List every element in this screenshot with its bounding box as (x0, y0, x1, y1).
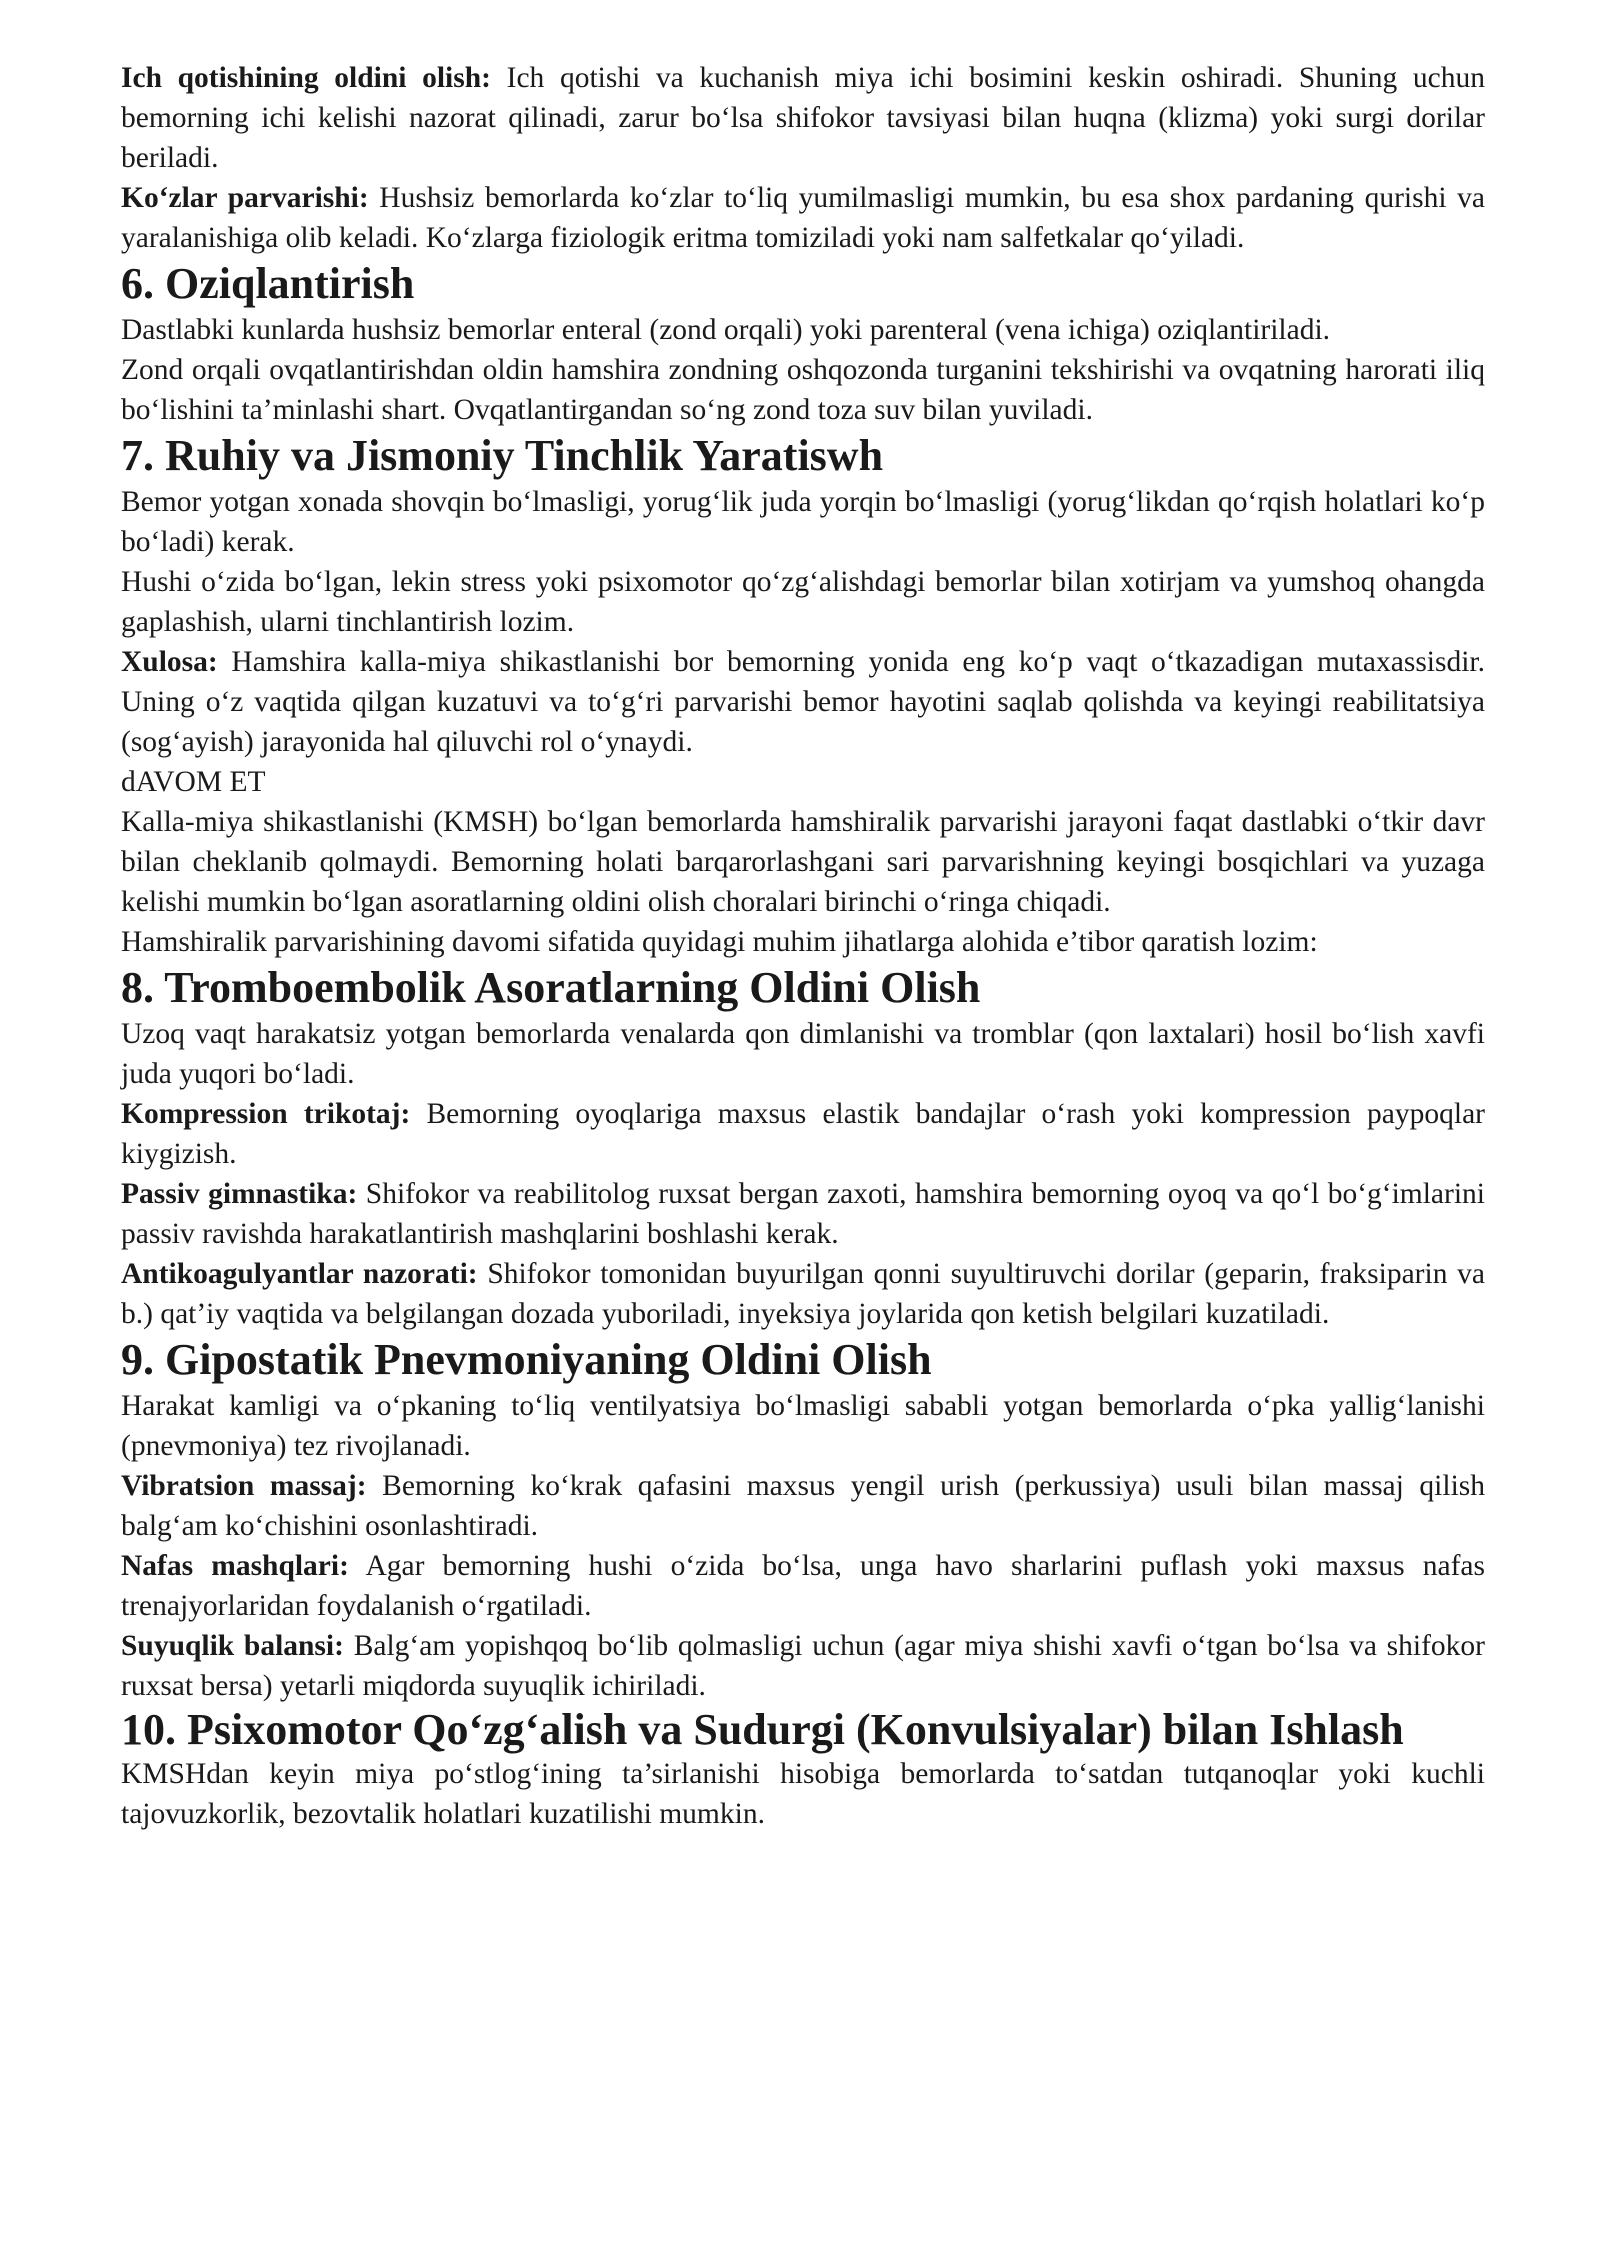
paragraph-constipation (121, 58, 1485, 178)
section-heading-9: 9. Gipostatik Pnevmoniyaning Oldini Olish (121, 1335, 932, 1384)
paragraph-thrombo-1 (121, 1014, 1485, 1094)
paragraph-lead: Xulosa: (121, 646, 218, 678)
paragraph-lead: Kompression trikotaj: (121, 1098, 411, 1130)
paragraph-calm-1 (121, 482, 1485, 562)
paragraph-lead: Antikoagulyantlar nazorati: (121, 1258, 478, 1290)
paragraph-vibration-massage (121, 1466, 1485, 1546)
section-heading-7: 7. Ruhiy va Jismoniy Tinchlik Yaratiswh (121, 431, 884, 480)
paragraph-text: Dastlabki kunlarda hushsiz bemorlar enteral (zond orqali) yoki parenteral (vena ichiga) oziqlantiriladi. (121, 314, 1331, 346)
paragraph-fluid-balance (121, 1626, 1485, 1706)
section-heading-6: 6. Oziqlantirish (121, 259, 415, 308)
paragraph-pneumonia-1 (121, 1386, 1485, 1466)
paragraph-text: Bemorning ko‘krak qafasini maxsus yengil urish (perkussiya) usuli bilan massaj qilish balg‘am ko‘chishini osonlashtiradi. (121, 1470, 1485, 1542)
paragraph-text: Shifokor tomonidan buyurilgan qonni suyultiruvchi dorilar (geparin, fraksiparin va b.) qat’iy vaqtida va belgilangan dozada yuboriladi, inyeksiya joylarida qon ketish belgilari kuzatiladi. (121, 1258, 1485, 1330)
paragraph-text: dAVOM ET (121, 766, 266, 798)
paragraph-text: Hushsiz bemorlarda ko‘zlar to‘liq yumilmasligi mumkin, bu esa shox pardaning qurishi va yaralanishiga olib keladi. Ko‘zlarga fiziologik eritma tomiziladi yoki nam salfetkalar qo‘yiladi. (121, 182, 1485, 254)
paragraph-intro-1 (121, 802, 1485, 922)
paragraph-feeding-1 (121, 310, 1485, 350)
section-heading-10: 10. Psixomotor Qo‘zg‘alish va Sudurgi (Konvulsiyalar) bilan Ishlash (121, 1705, 1404, 1754)
paragraph-breathing (121, 1546, 1485, 1626)
paragraph-anticoagulants (121, 1254, 1485, 1334)
paragraph-calm-2 (121, 562, 1485, 642)
paragraph-eye-care (121, 178, 1485, 258)
document-page (121, 58, 1485, 1834)
paragraph-feeding-2 (121, 350, 1485, 430)
paragraph-text: Hushi o‘zida bo‘lgan, lekin stress yoki psixomotor qo‘zg‘alishdagi bemorlar bilan xotirjam va yumshoq ohangda gaplashish, ularni tinchlantirish lozim. (121, 566, 1485, 638)
paragraph-lead: Vibratsion massaj: (121, 1470, 367, 1502)
paragraph-text: Shifokor va reabilitolog ruxsat bergan zaxoti, hamshira bemorning oyoq va qo‘l bo‘g‘imlarini passiv ravishda harakatlantirish mashqlarini boshlashi kerak. (121, 1178, 1485, 1250)
paragraph-continue-label (121, 762, 1485, 802)
paragraph-text: Bemor yotgan xonada shovqin bo‘lmasligi, yorug‘lik juda yorqin bo‘lmasligi (yorug‘likdan qo‘rqish holatlari ko‘p bo‘ladi) kerak. (121, 486, 1485, 558)
paragraph-passive-gym (121, 1174, 1485, 1254)
paragraph-text: Hamshira kalla-miya shikastlanishi bor bemorning yonida eng ko‘p vaqt o‘tkazadigan mutaxassisdir. Uning o‘z vaqtida qilgan kuzatuvi va to‘g‘ri parvarishi bemor hayotini saqlab qolishda va keyingi reabilitatsiya (sog‘ayish) jarayonida hal qiluvchi rol o‘ynaydi. (121, 646, 1485, 758)
paragraph-text: Ich qotishi va kuchanish miya ichi bosimini keskin oshiradi. Shuning uchun bemorning ichi kelishi nazorat qilinadi, zarur bo‘lsa shifokor tavsiyasi bilan huqna (klizma) yoki surgi dorilar beriladi. (121, 62, 1485, 174)
paragraph-text: Agar bemorning hushi o‘zida bo‘lsa, unga havo sharlarini puflash yoki maxsus nafas trenajyorlaridan foydalanish o‘rgatiladi. (121, 1550, 1485, 1622)
paragraph-text: Uzoq vaqt harakatsiz yotgan bemorlarda venalarda qon dimlanishi va tromblar (qon laxtalari) hosil bo‘lish xavfi juda yuqori bo‘ladi. (121, 1018, 1485, 1090)
paragraph-lead: Suyuqlik balansi: (121, 1630, 344, 1662)
paragraph-lead: Nafas mashqlari: (121, 1550, 349, 1582)
paragraph-intro-2 (121, 922, 1485, 962)
paragraph-lead: Passiv gimnastika: (121, 1178, 358, 1210)
paragraph-text: Kalla-miya shikastlanishi (KMSH) bo‘lgan bemorlarda hamshiralik parvarishi jarayoni faqat dastlabki o‘tkir davr bilan cheklanib qolmaydi. Bemorning holati barqarorlashgani sari parvarishning keyingi bosqichlari va yuzaga kelishi mumkin bo‘lgan asoratlarning oldini olish choralari birinchi o‘ringa chiqadi. (121, 806, 1485, 918)
paragraph-text: Harakat kamligi va o‘pkaning to‘liq ventilyatsiya bo‘lmasligi sababli yotgan bemorlarda o‘pka yallig‘lanishi (pnevmoniya) tez rivojlanadi. (121, 1390, 1485, 1462)
paragraph-text: KMSHdan keyin miya po‘stlog‘ining ta’sirlanishi hisobiga bemorlarda to‘satdan tutqanoqlar yoki kuchli tajovuzkorlik, bezovtalik holatlari kuzatilishi mumkin. (121, 1758, 1485, 1830)
paragraph-text: Zond orqali ovqatlantirishdan oldin hamshira zondning oshqozonda turganini tekshirishi va ovqatning harorati iliq bo‘lishini ta’minlashi shart. Ovqatlantirgandan so‘ng zond toza suv bilan yuviladi. (121, 354, 1485, 426)
paragraph-seizures (121, 1754, 1485, 1834)
paragraph-text: Bemorning oyoqlariga maxsus elastik bandajlar o‘rash yoki kompression paypoqlar kiygizish. (121, 1098, 1485, 1170)
paragraph-text: Hamshiralik parvarishining davomi sifatida quyidagi muhim jihatlarga alohida e’tibor qaratish lozim: (121, 926, 1318, 958)
section-heading-8: 8. Tromboembolik Asoratlarning Oldini Olish (121, 963, 981, 1012)
paragraph-compression (121, 1094, 1485, 1174)
paragraph-lead: Ko‘zlar parvarishi: (121, 182, 369, 214)
paragraph-lead: Ich qotishining oldini olish: (121, 62, 491, 94)
paragraph-conclusion (121, 642, 1485, 762)
paragraph-text: Balg‘am yopishqoq bo‘lib qolmasligi uchun (agar miya shishi xavfi o‘tgan bo‘lsa va shifokor ruxsat bersa) yetarli miqdorda suyuqlik ichiriladi. (121, 1630, 1485, 1702)
